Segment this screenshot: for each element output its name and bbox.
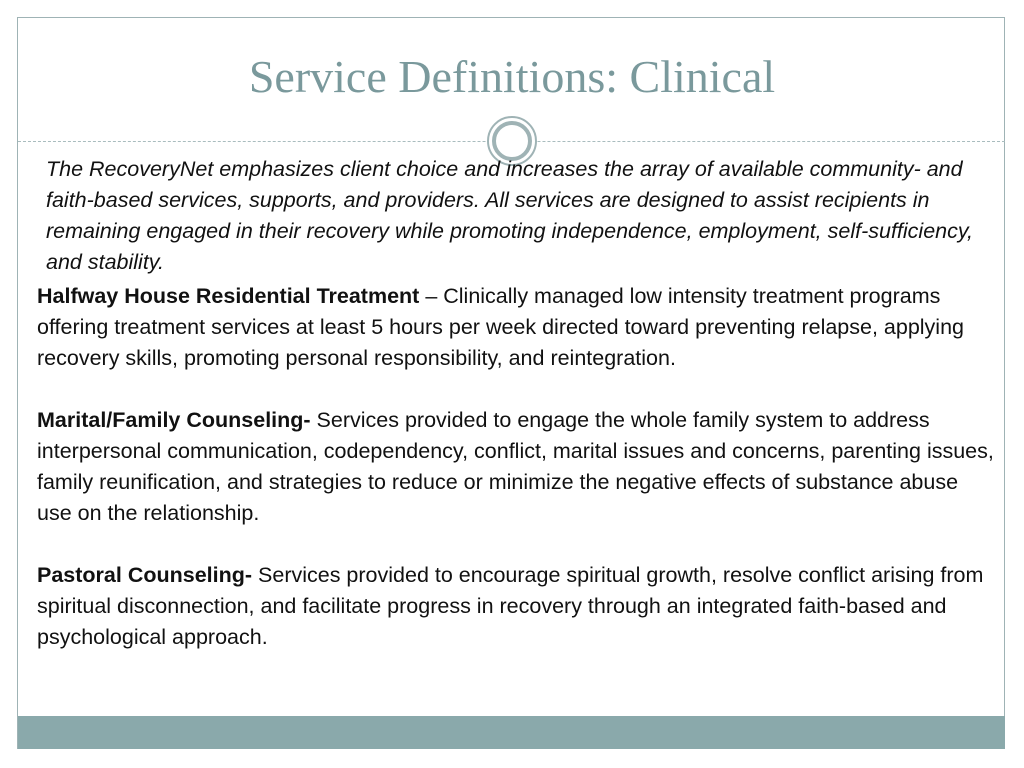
service-name: Pastoral Counseling- xyxy=(37,563,253,587)
service-description: – Clinically managed low intensity treatment programs offering treatment services at least 5 hours per week directed toward preventing relapse, applying recovery skills, promoting personal responsibility, and reintegration. xyxy=(37,284,964,370)
service-item xyxy=(37,560,997,653)
service-description: Services provided to encourage spiritual growth, resolve conflict arising from spiritual disconnection, and facilitate progress in recovery through an integrated faith-based and psychological approach. xyxy=(37,563,984,649)
service-description: Services provided to engage the whole family system to address interpersonal communication, codependency, conflict, marital issues and concerns, parenting issues, family reunification, and strategies to reduce or minimize the negative effects of substance abuse use on the relationship. xyxy=(37,408,994,525)
service-item xyxy=(37,405,997,529)
service-name: Halfway House Residential Treatment xyxy=(37,284,420,308)
service-name: Marital/Family Counseling- xyxy=(37,408,311,432)
slide-title: Service Definitions: Clinical xyxy=(248,51,776,102)
intro-paragraph: The RecoveryNet emphasizes client choice and increases the array of available community- and faith-based services, supports, and providers. All services are designed to assist recipients in remaining engaged in their recovery while promoting independence, employment, self-sufficiency, and stability. xyxy=(46,157,973,274)
footer-bar xyxy=(18,716,1005,749)
services-list xyxy=(37,281,997,684)
service-item xyxy=(37,281,997,374)
